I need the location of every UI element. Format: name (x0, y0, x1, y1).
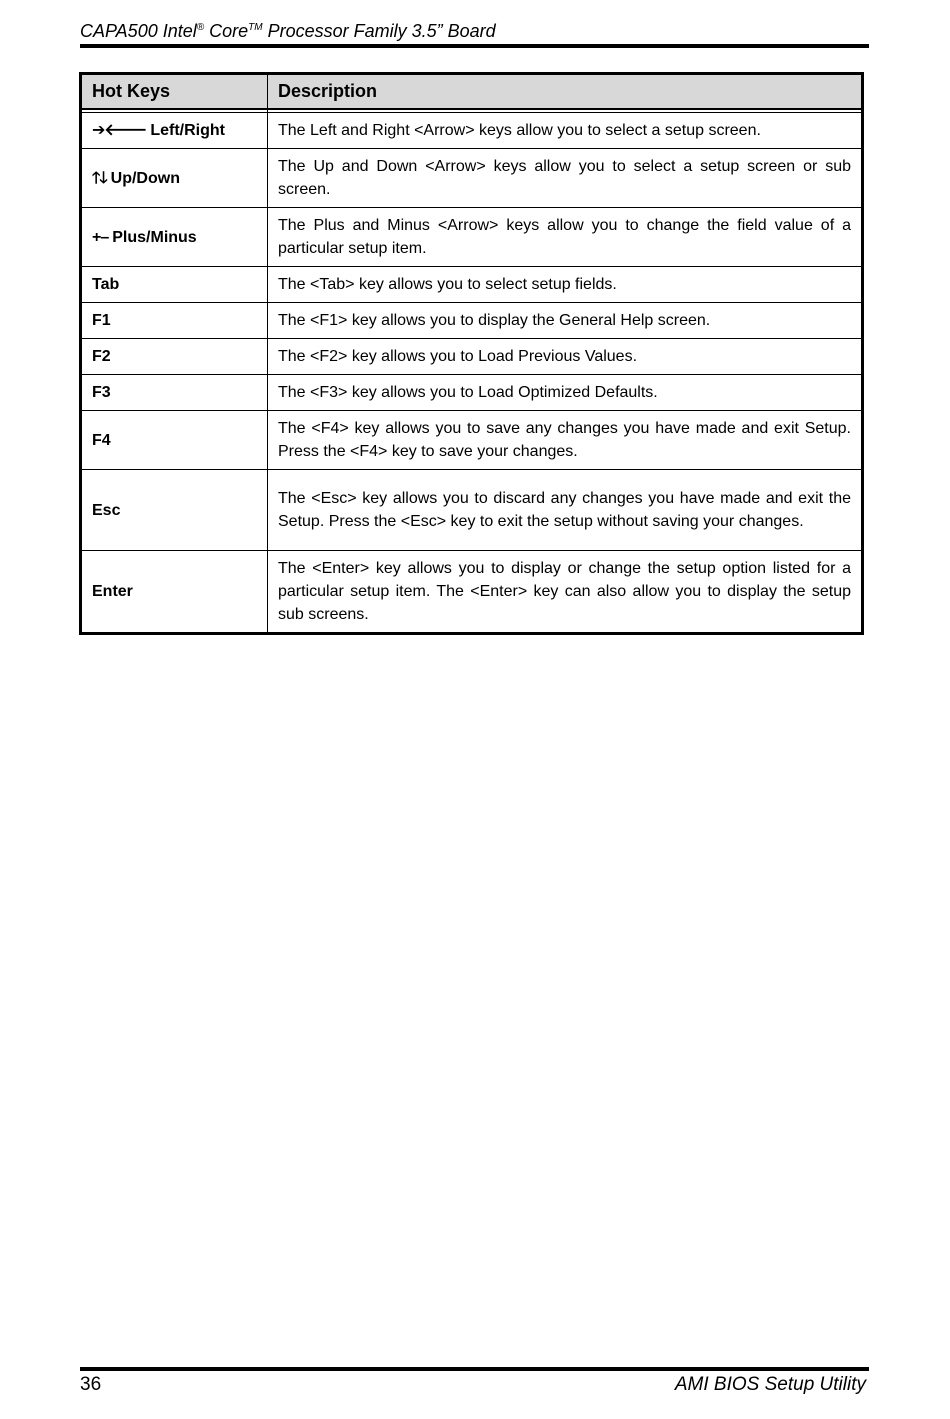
footer-section-title: AMI BIOS Setup Utility (674, 1374, 866, 1395)
hot-key-cell (81, 303, 268, 339)
hot-key-label: Enter (92, 583, 133, 600)
description-cell: The <F3> key allows you to Load Optimized Defaults. (268, 375, 863, 411)
page-number: 36 (80, 1374, 102, 1395)
description-cell: The <Tab> key allows you to select setup fields. (268, 267, 863, 303)
description-cell: The <F1> key allows you to display the General Help screen. (268, 303, 863, 339)
hot-key-cell (81, 208, 268, 267)
arrow-keys-icon: ➔🡐 (92, 122, 147, 139)
hot-key-cell (81, 551, 268, 634)
hot-key-cell (81, 149, 268, 208)
table-row (81, 303, 863, 339)
description-cell: The <Enter> key allows you to display or change the setup option listed for a particular setup item. The <Enter> key can also allow you to display the setup sub screens. (268, 551, 863, 634)
arrow-keys-icon: +– (92, 228, 109, 246)
hot-key-cell (81, 375, 268, 411)
column-header-hot-keys: Hot Keys (81, 74, 268, 110)
table-row (81, 470, 863, 551)
hot-key-label: F4 (92, 431, 111, 449)
hot-key-cell (81, 411, 268, 470)
hot-key-label: Tab (92, 276, 120, 293)
hot-key-cell (81, 113, 268, 149)
description-cell: The Up and Down <Arrow> keys allow you to select a setup screen or sub screen. (268, 149, 863, 208)
hot-key-label: Up/Down (110, 169, 180, 187)
hot-key-cell (81, 267, 268, 303)
table-row (81, 551, 863, 634)
hot-key-label: Plus/Minus (112, 228, 197, 246)
table-row (81, 339, 863, 375)
description-cell: The Plus and Minus <Arrow> keys allow you to change the field value of a particular setup item. (268, 208, 863, 267)
table-header-row (81, 74, 863, 110)
description-cell: The <F4> key allows you to save any changes you have made and exit Setup. Press the <F4> key to save your changes. (268, 411, 863, 470)
running-header (80, 19, 869, 43)
hot-key-cell (81, 470, 268, 551)
header-prefix: CAPA500 Intel (80, 21, 197, 41)
table-row (81, 113, 863, 149)
trademark-mark: TM (248, 22, 263, 33)
table-row (81, 411, 863, 470)
description-cell: The Left and Right <Arrow> keys allow you to select a setup screen. (268, 113, 863, 149)
table-body (81, 109, 863, 634)
table-row (81, 208, 863, 267)
header-suffix: Processor Family 3.5” Board (262, 21, 496, 41)
description-cell: The <Esc> key allows you to discard any changes you have made and exit the Setup. Press the <Esc> key to exit the setup without saving your changes. (268, 470, 863, 551)
table-row (81, 149, 863, 208)
hot-key-label: F2 (92, 348, 111, 365)
description-cell: The <F2> key allows you to Load Previous Values. (268, 339, 863, 375)
header-rule (80, 44, 869, 48)
hot-key-label: F3 (92, 384, 111, 401)
hot-key-cell (81, 339, 268, 375)
hot-key-label: Left/Right (150, 122, 225, 139)
footer-rule (80, 1367, 869, 1371)
header-core: Core (204, 21, 249, 41)
arrow-keys-icon: 🡑🡓 (92, 169, 107, 187)
hot-key-label: F1 (92, 312, 111, 329)
hot-keys-table (79, 72, 864, 635)
table-row (81, 267, 863, 303)
registered-mark: ® (196, 22, 205, 33)
hot-key-label: Esc (92, 501, 121, 519)
column-header-description: Description (268, 74, 863, 110)
table-row (81, 375, 863, 411)
